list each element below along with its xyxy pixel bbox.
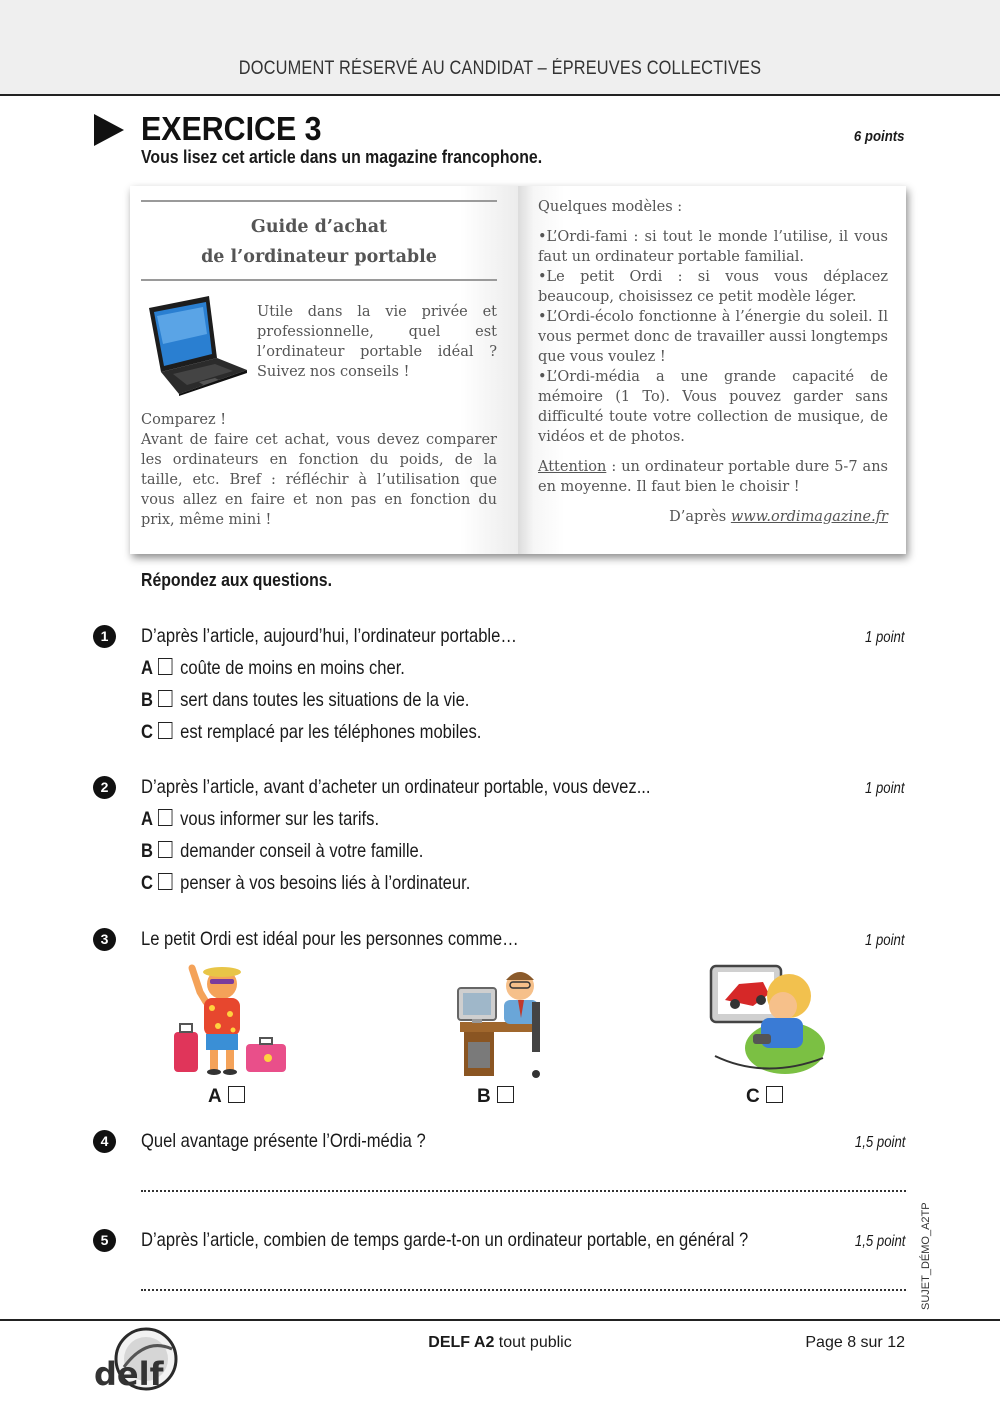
attention-label: Attention — [538, 459, 607, 475]
article-title — [141, 212, 497, 272]
magazine-article — [130, 186, 906, 554]
model-item: •L’Ordi-média a une grande capacité de mémoire (1 To). Vous pouvez garder sans difficulté toute votre collection de musique, de vidéos et de photos. — [538, 369, 888, 445]
models-heading: Quelques modèles : — [538, 199, 683, 215]
option-letter: B — [141, 840, 153, 862]
image-option-label — [477, 1086, 514, 1108]
article-models-column — [538, 197, 888, 527]
option-text: est remplacé par les téléphones mobiles. — [180, 721, 482, 743]
answer-option — [141, 721, 481, 744]
document-code: SUJET_DÉMO_A2TP — [920, 1202, 932, 1310]
model-item: •L’Ordi-écolo fonctionne à l’énergie du soleil. Il vous permet donc de travailler aussi longtemps que vous voulez ! — [538, 309, 888, 365]
model-item: •Le petit Ordi : si vous vous déplacez beaucoup, choisissez ce petit modèle léger. — [538, 269, 888, 305]
exercise-points: 6 points — [854, 128, 905, 145]
option-letter: C — [141, 721, 153, 743]
answer-checkbox[interactable] — [158, 841, 172, 858]
answer-instructions: Répondez aux questions. — [141, 570, 332, 590]
article-compare — [141, 410, 497, 530]
option-letter: A — [141, 657, 153, 679]
option-letter: B — [141, 689, 153, 711]
answer-checkbox[interactable] — [158, 722, 172, 739]
answer-option — [141, 808, 379, 831]
question-text: Le petit Ordi est idéal pour les personnes comme… — [141, 928, 519, 950]
question-number: 5 — [93, 1229, 116, 1252]
question-points: 1 point — [865, 932, 905, 949]
question-points: 1,5 point — [854, 1233, 905, 1250]
option-letter: A — [208, 1086, 222, 1107]
logo-text: delf — [94, 1355, 164, 1393]
article-right-page — [518, 186, 906, 554]
answer-checkbox[interactable] — [158, 809, 172, 826]
answer-line[interactable] — [141, 1289, 906, 1291]
option-letter: C — [746, 1086, 760, 1107]
option-text: penser à vos besoins liés à l’ordinateur. — [180, 872, 471, 894]
attention-text: : un ordinateur portable dure 5-7 ans en moyenne. Il faut bien le choisir ! — [538, 459, 888, 495]
answer-line[interactable] — [141, 1190, 906, 1192]
option-text: vous informer sur les tarifs. — [180, 808, 380, 830]
answer-checkbox[interactable] — [497, 1086, 514, 1103]
image-option-label — [208, 1086, 245, 1108]
answer-option — [141, 872, 470, 895]
attention-note — [538, 457, 888, 497]
image-option-label — [746, 1086, 783, 1108]
question-text: D’après l’article, avant d’acheter un ordinateur portable, vous devez... — [141, 776, 651, 798]
question-points: 1 point — [865, 629, 905, 646]
exercise-title: EXERCICE 3 — [141, 110, 322, 147]
gamer-illustration — [705, 960, 830, 1080]
answer-checkbox[interactable] — [158, 690, 172, 707]
article-source — [538, 507, 888, 527]
answer-option — [141, 689, 469, 712]
exam-level: DELF A2 — [428, 1334, 495, 1351]
question-text: D’après l’article, aujourd’hui, l’ordinateur portable… — [141, 625, 517, 647]
compare-heading: Comparez ! — [141, 412, 227, 428]
option-text: coûte de moins en moins cher. — [180, 657, 405, 679]
question-points: 1 point — [865, 780, 905, 797]
question-number: 1 — [93, 625, 116, 648]
answer-checkbox[interactable] — [766, 1086, 783, 1103]
exam-audience: tout public — [494, 1334, 572, 1351]
header-title: DOCUMENT RÉSERVÉ AU CANDIDAT – ÉPREUVES COLLECTIVES — [238, 58, 762, 79]
question-number: 4 — [93, 1130, 116, 1153]
option-text: sert dans toutes les situations de la vie. — [180, 689, 470, 711]
option-letter: C — [141, 872, 153, 894]
compare-body: Avant de faire cet achat, vous devez comparer les ordinateurs en fonction du poids, de la taille, etc. Bref : réfléchir à l’utilisation que vous allez en faire et non pas en fonction du prix, même mini ! — [141, 432, 497, 528]
question-points: 1,5 point — [854, 1134, 905, 1151]
source-link[interactable]: www.ordimagazine.fr — [730, 509, 888, 525]
question-text: D’après l’article, combien de temps garde-t-on un ordinateur portable, en général ? — [141, 1229, 749, 1251]
answer-option — [141, 840, 423, 863]
answer-option — [141, 657, 405, 680]
page-header — [0, 0, 1000, 96]
exercise-subtitle: Vous lisez cet article dans un magazine francophone. — [141, 147, 543, 167]
article-title-line2: de l’ordinateur portable — [201, 247, 437, 267]
source-prefix: D’après — [669, 509, 731, 525]
answer-checkbox[interactable] — [158, 873, 172, 890]
answer-checkbox[interactable] — [158, 658, 172, 675]
model-item: •L’Ordi-fami : si tout le monde l’utilise, il vous faut un ordinateur portable familial. — [538, 229, 888, 265]
footer-rule — [0, 1319, 1000, 1321]
answer-checkbox[interactable] — [228, 1086, 245, 1103]
play-arrow-icon — [94, 114, 124, 146]
question-number: 3 — [93, 928, 116, 951]
article-left-page — [130, 186, 518, 554]
article-intro: Utile dans la vie privée et professionnelle, quel est l’ordinateur portable idéal ? Suivez nos conseils ! — [257, 304, 497, 380]
office-worker-illustration — [450, 962, 550, 1080]
option-letter: A — [141, 808, 153, 830]
article-title-line1: Guide d’achat — [250, 217, 388, 237]
title-rule-bottom — [141, 279, 497, 281]
option-text: demander conseil à votre famille. — [180, 840, 424, 862]
question-number: 2 — [93, 776, 116, 799]
laptop-icon — [143, 294, 249, 396]
question-text: Quel avantage présente l’Ordi-média ? — [141, 1130, 426, 1152]
title-rule-top — [141, 200, 497, 202]
traveler-illustration — [170, 962, 290, 1080]
page-number: Page 8 sur 12 — [805, 1334, 905, 1351]
option-letter: B — [477, 1086, 491, 1107]
